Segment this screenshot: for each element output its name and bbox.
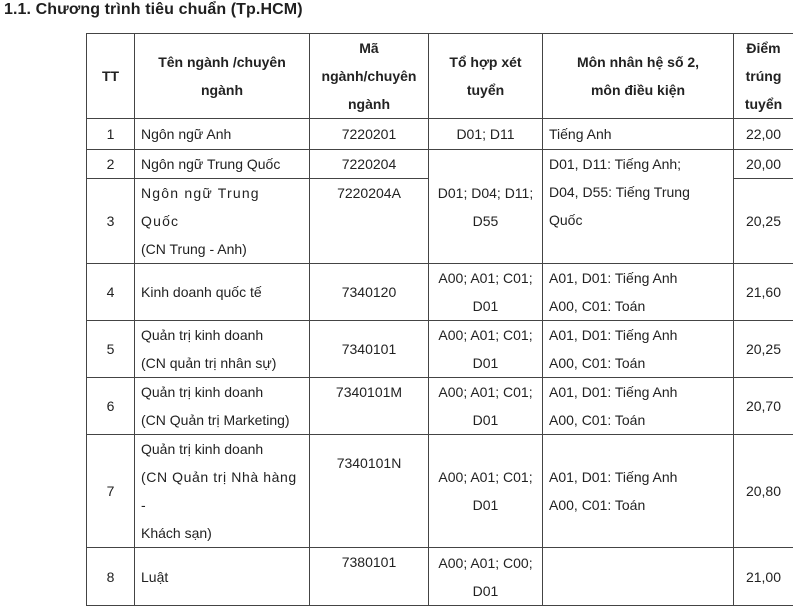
cell-major-code: 7380101 [310, 548, 429, 606]
cell-subject-combination: A00; A01; C00; D01 [429, 548, 543, 606]
cell-major-name: Quản trị kinh doanh (CN Quản trị Nhà hàng - Khách sạn) [135, 435, 310, 548]
cell-score: 20,25 [734, 179, 793, 264]
cell-tt: 3 [87, 179, 135, 264]
cell-subject-combination: A00; A01; C01; D01 [429, 321, 543, 378]
cell-major-code: 7340120 [310, 264, 429, 321]
cell-tt: 2 [87, 150, 135, 179]
cell-weighted-subject: Tiếng Anh [543, 119, 734, 150]
header-weighted-subject: Môn nhân hệ số 2, môn điều kiện [543, 34, 734, 119]
cell-score: 20,00 [734, 150, 793, 179]
cell-major-name: Kinh doanh quốc tế [135, 264, 310, 321]
table-row [87, 321, 793, 378]
cell-tt: 7 [87, 435, 135, 548]
header-subject-combination: Tổ hợp xét tuyển [429, 34, 543, 119]
cell-tt: 1 [87, 119, 135, 150]
cell-subject-combination: A00; A01; C01; D01 [429, 264, 543, 321]
cell-score: 21,60 [734, 264, 793, 321]
cell-weighted-subject: A01, D01: Tiếng Anh A00, C01: Toán [543, 321, 734, 378]
cell-major-name: Ngôn ngữ Trung Quốc [135, 150, 310, 179]
cell-tt: 4 [87, 264, 135, 321]
header-admission-score: Điểm trúng tuyển [734, 34, 793, 119]
table-row [87, 264, 793, 321]
header-major-name: Tên ngành /chuyên ngành [135, 34, 310, 119]
cell-major-code: 7220204 [310, 150, 429, 179]
cell-score: 20,70 [734, 378, 793, 435]
table-row [87, 548, 793, 606]
cell-weighted-subject: A01, D01: Tiếng Anh A00, C01: Toán [543, 435, 734, 548]
cell-weighted-subject: A01, D01: Tiếng Anh A00, C01: Toán [543, 264, 734, 321]
cell-weighted-subject [543, 548, 734, 606]
table-row [87, 119, 793, 150]
page-title: 1.1. Chương trình tiêu chuẩn (Tp.HCM) [4, 0, 303, 20]
cell-tt: 5 [87, 321, 135, 378]
cell-score: 22,00 [734, 119, 793, 150]
header-major-code: Mã ngành/chuyên ngành [310, 34, 429, 119]
cell-score: 20,80 [734, 435, 793, 548]
cell-weighted-subject-merged: D01, D11: Tiếng Anh; D04, D55: Tiếng Trung Quốc [543, 150, 734, 264]
cell-major-name: Luật [135, 548, 310, 606]
cell-major-code: 7340101M [310, 378, 429, 435]
admission-score-table [86, 33, 793, 606]
cell-major-name: Quản trị kinh doanh (CN Quản trị Marketing) [135, 378, 310, 435]
cell-major-name: Ngôn ngữ Trung Quốc (CN Trung - Anh) [135, 179, 310, 264]
cell-subject-combination: D01; D11 [429, 119, 543, 150]
cell-score: 20,25 [734, 321, 793, 378]
cell-tt: 6 [87, 378, 135, 435]
cell-major-code: 7340101N [310, 435, 429, 548]
cell-major-code: 7340101 [310, 321, 429, 378]
cell-weighted-subject: A01, D01: Tiếng Anh A00, C01: Toán [543, 378, 734, 435]
cell-subject-combination-merged: D01; D04; D11; D55 [429, 150, 543, 264]
table-row [87, 150, 793, 179]
cell-major-name: Ngôn ngữ Anh [135, 119, 310, 150]
cell-major-code: 7220201 [310, 119, 429, 150]
table-row [87, 378, 793, 435]
cell-subject-combination: A00; A01; C01; D01 [429, 435, 543, 548]
header-tt: TT [87, 34, 135, 119]
table-header-row [87, 34, 793, 119]
cell-major-code: 7220204A [310, 179, 429, 264]
cell-subject-combination: A00; A01; C01; D01 [429, 378, 543, 435]
table-row [87, 435, 793, 548]
cell-tt: 8 [87, 548, 135, 606]
cell-score: 21,00 [734, 548, 793, 606]
cell-major-name: Quản trị kinh doanh (CN quản trị nhân sự) [135, 321, 310, 378]
